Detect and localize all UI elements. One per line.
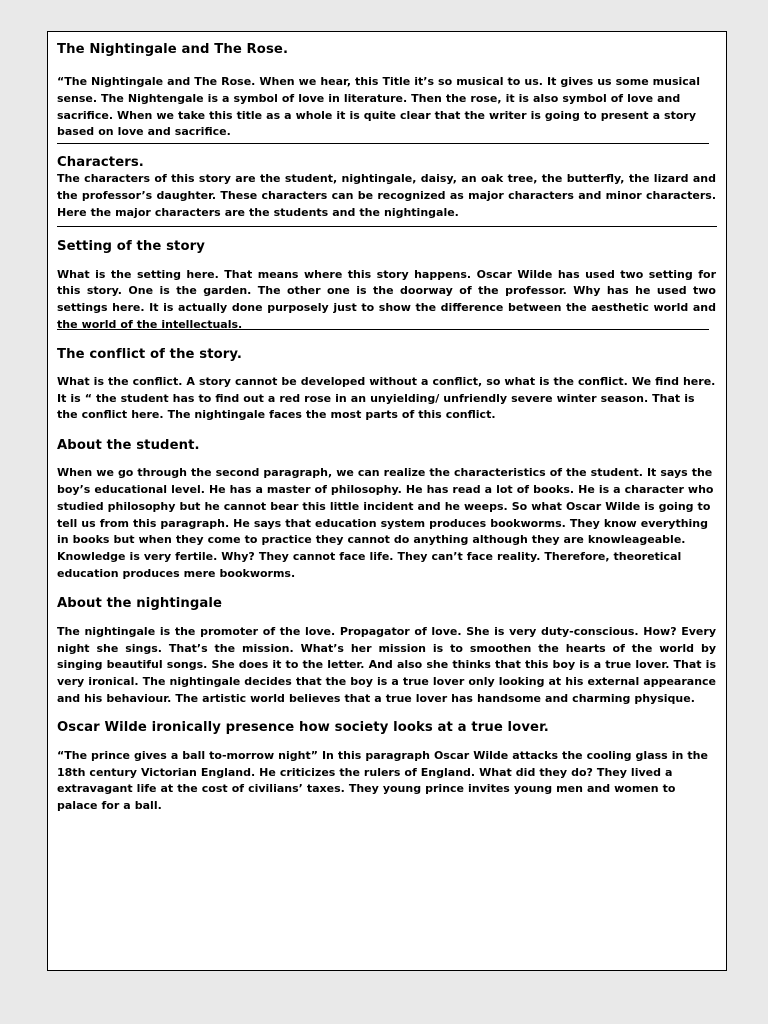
section-paragraph: What is the setting here. That means where this story happens. Oscar Wilde has used two setting for this story. One is the garden. The other one is the doorway of the professor. Why has he used two settings here. It is actually done purposely just to show the difference between the aesthetic world and the world of the intellectuals. [57,267,716,331]
section-heading: Characters. [57,155,144,171]
section-heading: Oscar Wilde ironically presence how society looks at a true lover. [57,719,549,735]
section-heading: About the nightingale [57,595,223,611]
section-heading: The conflict of the story. [57,346,243,362]
section-paragraph: What is the conflict. A story cannot be developed without a conflict, so what is the conflict. We find here. It is “ the student has to find out a red rose in an unyielding/ unfriendly severe winter season. That is the conflict here. The nightingale faces the most parts of this conflict. [57,374,716,422]
section-heading: Setting of the story [57,238,205,254]
section-paragraph: The nightingale is the promoter of the love. Propagator of love. She is very duty-conscious. How? Every night she sings. That’s the mission. What’s her mission is to smoothen the hearts of the world by singing beautiful songs. She does it to the letter. And also she thinks that this boy is a true lover. That is very ironical. The nightingale decides that the boy is a true lover only looking at his external appearance and his behaviour. The artistic world believes that a true lover has handsome and charming physique. [57,624,716,705]
section-heading: About the student. [57,438,200,454]
section-paragraph: The characters of this story are the student, nightingale, daisy, an oak tree, the butterfly, the lizard and the professor’s daughter. These characters can be recognized as major characters and minor characters. Here the major characters are the students and the nightingale. [57,172,716,219]
section-paragraph: When we go through the second paragraph, we can realize the characteristics of the student. It says the boy’s educational level. He has a master of philosophy. He has read a lot of books. He is a character who studied philosophy but he cannot bear this little incident and he weeps. So what Oscar Wilde is going to tell us from this paragraph. He says that education system produces bookworms. They know everything in books but when they come to practice they cannot do anything although they are knowleageable. Knowledge is very fertile. Why? They cannot face life. They can’t face reality. Therefore, theoretical education produces mere bookworms. [57,466,714,580]
section-heading: The Nightingale and The Rose. [57,42,289,57]
section-paragraph: “The prince gives a ball to-morrow night” In this paragraph Oscar Wilde attacks the cooling glass in the 18th century Victorian England. He criticizes the rulers of England. What did they do? They lived a extravagant life at the cost of civilians’ taxes. They young prince invites young men and women to palace for a ball. [57,748,708,813]
document-page [47,31,727,971]
section-paragraph: “The Nightingale and The Rose. When we hear, this Title it’s so musical to us. It gives us some musical sense. The Nightengale is a symbol of love in literature. Then the rose, it is also symbol of love and sacrifice. When we take this title as a whole it is quite clear that the writer is going to present a story based on love and sacrifice. [57,75,701,139]
